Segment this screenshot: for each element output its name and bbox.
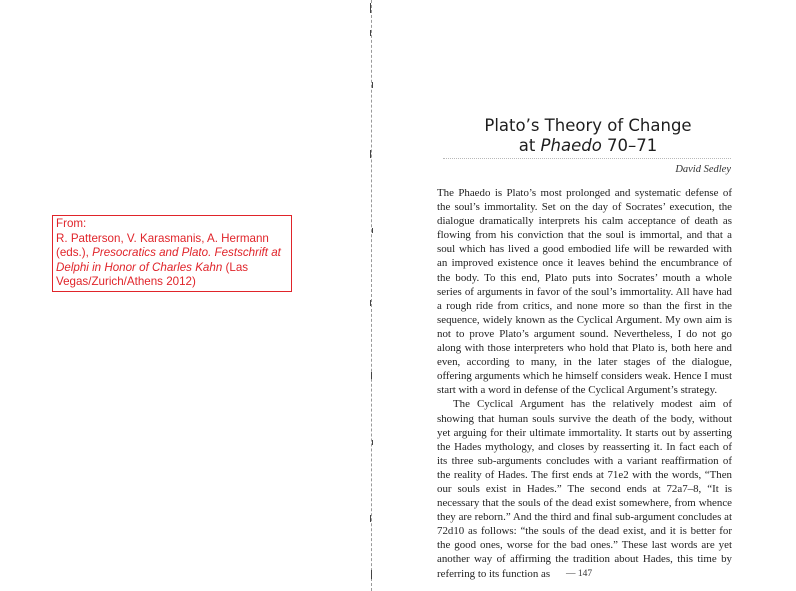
citation-volume-title: Presocratics and Plato. Festschrift at Delphi in Honor of Charles Kahn — [56, 246, 281, 274]
page-gutter — [371, 0, 372, 591]
gutter-mark — [371, 570, 372, 579]
gutter-mark — [370, 3, 371, 13]
citation-editors: R. Patterson, V. Karasmanis, A. Hermann (eds.), — [56, 231, 269, 260]
gutter-mark — [371, 372, 372, 379]
gutter-mark — [370, 515, 371, 522]
source-citation-box — [52, 215, 292, 292]
title-line-1: Plato’s Theory of Change — [484, 116, 692, 135]
article-body — [437, 186, 732, 581]
title-line-2 — [437, 136, 731, 156]
gutter-mark — [370, 150, 371, 158]
paragraph-2: The Cyclical Argument has the relatively modest aim of showing that human souls survive the death of the body, without yet arguing for their ultimate immortality. It starts out by asserting the Hades mythology, and closes by reasserting it. In fact each of its three sub-arguments concludes with a variant reaffirmation of the reality of Hades. The first ends at 71e2 with the words, “Then our souls exist in Hades.” The second ends at 72a7–8, “It is necessary that the souls of the dead exist somewhere, from whence they are reborn.” And the third and final sub-argument concludes at 72d10 as follows: “the souls of the dead exist, and it is better for the good ones, worse for the bad ones.” These last words are yet another way of affirming the tradition about Hades, this time by referring to its function as — [437, 398, 732, 580]
gutter-mark — [370, 30, 371, 36]
paragraph-1: The Phaedo is Plato’s most prolonged and systematic defense of the soul’s immortality. Set on the day of Socrates’ execution, the dialogue dramatically interprets his calm acceptance of death as flowing from his conviction that the soul is immortal, and that a soul which has lived a good embodied life will be rewarded with an improved existence once it leaves behind the encumbrance of the body. To this end, Plato puts into Socrates’ mouth a whole series of arguments in favor of the soul’s immortality. All have had a rough ride from critics, and none more so than the first in the sequence, widely known as the Cyclical Argument. My own aim is not to prove Plato’s argument sound. Nevertheless, I do not go along with those interpreters who hold that Plato is, both here and even, according to many, in the later stages of the dialogue, offering arguments which he himself considers weak. Hence I must start with a word in defense of the Cyclical Argument’s strategy. — [437, 187, 732, 397]
citation-imprint: (Las Vegas/Zurich/Athens 2012) — [56, 260, 249, 289]
author-name: David Sedley — [675, 164, 731, 175]
citation-text — [56, 232, 288, 290]
gutter-mark — [372, 82, 373, 88]
citation-label: From: — [56, 217, 87, 230]
title-prefix: at — [518, 136, 536, 155]
title-work: Phaedo — [540, 136, 602, 155]
title-rule — [443, 158, 731, 159]
page-number: — 147 — [566, 569, 593, 579]
article-title — [437, 116, 731, 156]
gutter-mark — [372, 440, 373, 445]
gutter-mark — [370, 300, 371, 306]
title-pages: 70–71 — [607, 136, 658, 155]
gutter-mark — [372, 228, 373, 233]
